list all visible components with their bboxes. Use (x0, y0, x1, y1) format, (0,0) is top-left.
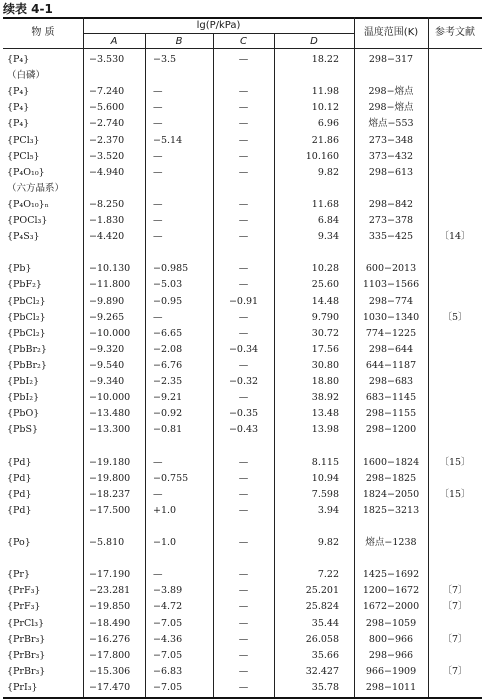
cell-c: — (238, 54, 249, 65)
cell-substance: （六方晶系） (7, 182, 65, 194)
cell-d: 7.598 (311, 488, 339, 500)
cell-substance: {PrBr₃} (7, 649, 46, 661)
cell-a: −11.800 (89, 279, 131, 291)
cell-d: 18.22 (311, 54, 339, 65)
cell-d: 9.34 (317, 231, 339, 243)
cell-temp-range: 1825−3213 (362, 504, 420, 516)
cell-a: −17.500 (89, 504, 131, 516)
cell-substance: {Po} (7, 537, 31, 548)
cell-a: −19.180 (89, 456, 131, 468)
cell-c: — (238, 392, 249, 404)
cell-a: −10.000 (89, 392, 131, 404)
cell-a: −2.370 (89, 134, 125, 146)
cell-temp-range: 644−1187 (365, 359, 417, 371)
cell-a: −5.810 (89, 537, 125, 548)
cell-d: 35.78 (311, 681, 339, 693)
cell-temp-range: 298−842 (368, 198, 414, 210)
cell-temp-range: 1425−1692 (362, 569, 420, 581)
table-caption: 续表 4-1 (3, 2, 53, 16)
cell-temp-range: 298−熔点 (368, 102, 414, 114)
cell-substance: {PbBr₂} (7, 343, 47, 355)
cell-c: — (238, 327, 249, 339)
cell-a: −17.190 (89, 569, 131, 581)
header-bottom-rule (3, 48, 482, 49)
cell-c: — (238, 633, 249, 645)
cell-b: +1.0 (153, 504, 177, 516)
cell-substance: {Pd} (7, 472, 32, 484)
cell-a: −10.000 (89, 327, 131, 339)
cell-b: −6.83 (153, 665, 183, 677)
cell-d: 13.48 (311, 408, 339, 420)
cell-temp-range: 774−1225 (365, 327, 417, 339)
cell-d: 7.22 (317, 569, 339, 581)
cell-d: 10.28 (311, 263, 339, 275)
cell-a: −15.306 (89, 665, 131, 677)
cell-b: −1.0 (153, 537, 177, 548)
cell-temp-range: 1030−1340 (362, 311, 420, 323)
cell-substance: {Pb} (7, 263, 32, 275)
cell-b: −6.65 (153, 327, 183, 339)
cell-b: −9.21 (153, 392, 183, 404)
cell-temp-range: 800−966 (368, 633, 414, 645)
cell-b: −4.72 (153, 601, 183, 613)
cell-b: −0.755 (153, 472, 189, 484)
header-temp-range: 温度范围(K) (363, 27, 419, 38)
cell-substance: （白磷） (7, 70, 46, 82)
cell-c: — (238, 681, 249, 693)
cell-temp-range: 298−1155 (365, 408, 417, 420)
cell-b: −3.89 (153, 585, 183, 597)
cell-d: 11.68 (311, 198, 339, 210)
cell-temp-range: 273−348 (368, 134, 414, 146)
cell-b: −3.5 (153, 54, 177, 65)
cell-b: −7.05 (153, 649, 183, 661)
cell-c: — (238, 504, 249, 516)
cell-a: −19.850 (89, 601, 131, 613)
cell-d: 9.790 (311, 311, 339, 323)
cell-c: — (238, 456, 249, 468)
cell-c: — (238, 263, 249, 275)
cell-temp-range: 966−1909 (365, 665, 417, 677)
cell-b: — (153, 166, 163, 178)
cell-substance: {PCl₃} (7, 134, 40, 146)
header-substance: 物 质 (31, 27, 55, 38)
cell-temp-range: 600−2013 (365, 263, 417, 275)
cell-reference: 〔15〕 (439, 488, 471, 500)
cell-d: 25.824 (305, 601, 339, 613)
cell-temp-range: 273−378 (368, 215, 414, 226)
cell-substance: {P₄} (7, 102, 30, 114)
cell-substance: {Pd} (7, 488, 32, 500)
cell-a: −4.940 (89, 166, 125, 178)
cell-a: −2.740 (89, 118, 125, 130)
cell-c: — (238, 166, 249, 178)
cell-substance: {PbO} (7, 408, 40, 420)
cell-a: −9.890 (89, 295, 125, 307)
cell-d: 9.82 (317, 537, 339, 548)
cell-temp-range: 熔点−1238 (365, 537, 417, 548)
cell-substance: {P₄} (7, 54, 30, 65)
cell-d: 6.84 (317, 215, 339, 226)
cell-b: — (153, 118, 163, 130)
cell-reference: 〔7〕 (442, 585, 468, 597)
cell-c: — (238, 665, 249, 677)
cell-a: −1.830 (89, 215, 125, 226)
cell-b: — (153, 198, 163, 210)
cell-c: — (238, 134, 249, 146)
cell-temp-range: 298−317 (368, 54, 414, 65)
cell-b: — (153, 150, 163, 162)
cell-b: −0.81 (153, 424, 183, 436)
cell-temp-range: 298−1059 (365, 617, 417, 629)
cell-b: — (153, 456, 163, 468)
cell-c: −0.35 (228, 408, 259, 420)
cell-b: — (153, 215, 163, 226)
cell-substance: {PbCl₂} (7, 311, 46, 323)
cell-a: −9.340 (89, 376, 125, 387)
cell-b: −0.92 (153, 408, 183, 420)
cell-b: — (153, 488, 163, 500)
cell-substance: {PbS} (7, 424, 39, 436)
cell-d: 10.160 (305, 150, 339, 162)
cell-a: −3.530 (89, 54, 125, 65)
cell-c: — (238, 537, 249, 548)
cell-d: 8.115 (311, 456, 339, 468)
cell-d: 25.60 (311, 279, 339, 291)
cell-substance: {PrBr₃} (7, 633, 46, 645)
cell-temp-range: 335−425 (368, 231, 414, 243)
cell-substance: {PrI₃} (7, 681, 38, 693)
cell-c: −0.91 (228, 295, 259, 307)
cell-c: −0.34 (228, 343, 259, 355)
cell-substance: {P₄} (7, 86, 30, 98)
cell-reference: 〔7〕 (442, 665, 468, 677)
cell-b: — (153, 231, 163, 243)
cell-d: 18.80 (311, 376, 339, 387)
cell-c: — (238, 649, 249, 661)
cell-reference: 〔15〕 (439, 456, 471, 468)
cell-c: — (238, 231, 249, 243)
cell-d: 26.058 (305, 633, 339, 645)
cell-d: 21.86 (311, 134, 339, 146)
cell-a: −18.490 (89, 617, 131, 629)
cell-b: — (153, 86, 163, 98)
cell-temp-range: 1600−1824 (362, 456, 420, 468)
cell-a: −3.520 (89, 150, 125, 162)
cell-a: −17.470 (89, 681, 131, 693)
header-col-a: A (110, 36, 118, 47)
cell-substance: {PbBr₂} (7, 359, 47, 371)
cell-substance: {PbI₂} (7, 376, 40, 387)
cell-c: — (238, 215, 249, 226)
cell-a: −9.540 (89, 359, 125, 371)
cell-substance: {PbF₂} (7, 279, 42, 291)
cell-b: −5.14 (153, 134, 183, 146)
cell-temp-range: 298−613 (368, 166, 414, 178)
cell-a: −9.320 (89, 343, 125, 355)
cell-a: −17.800 (89, 649, 131, 661)
cell-d: 10.12 (311, 102, 339, 114)
cell-b: −0.95 (153, 295, 183, 307)
cell-c: — (238, 150, 249, 162)
cell-substance: {Pd} (7, 504, 32, 516)
cell-a: −16.276 (89, 633, 131, 645)
cell-d: 25.201 (305, 585, 339, 597)
cell-b: −6.76 (153, 359, 183, 371)
cell-substance: {P₄O₁₀} (7, 166, 45, 178)
cell-c: — (238, 86, 249, 98)
table-bottom-rule (3, 697, 482, 699)
cell-d: 30.80 (311, 359, 339, 371)
cell-temp-range: 298−644 (368, 343, 414, 355)
cell-temp-range: 1672−2000 (362, 601, 420, 613)
cell-b: — (153, 569, 163, 581)
cell-substance: {PrBr₃} (7, 665, 46, 677)
cell-c: — (238, 311, 249, 323)
cell-temp-range: 1103−1566 (362, 279, 420, 291)
cell-a: −19.800 (89, 472, 131, 484)
cell-reference: 〔5〕 (442, 311, 468, 323)
cell-temp-range: 298−683 (368, 376, 414, 387)
cell-c: — (238, 198, 249, 210)
cell-a: −4.420 (89, 231, 125, 243)
cell-temp-range: 298−774 (368, 295, 414, 307)
cell-temp-range: 298−1011 (365, 681, 417, 693)
cell-substance: {PrCl₃} (7, 617, 45, 629)
cell-d: 38.92 (311, 392, 339, 404)
cell-b: −4.36 (153, 633, 183, 645)
cell-d: 30.72 (311, 327, 339, 339)
header-lgp-group: lg(P/kPa) (196, 20, 241, 31)
cell-c: −0.43 (228, 424, 259, 436)
cell-temp-range: 298−1200 (365, 424, 417, 436)
cell-a: −18.237 (89, 488, 131, 500)
cell-c: — (238, 617, 249, 629)
cell-substance: {P₄O₁₀}ₙ (7, 198, 49, 210)
table-top-rule (3, 17, 482, 19)
cell-substance: {PCl₅} (7, 150, 40, 162)
header-col-c: C (240, 36, 247, 47)
cell-b: −5.03 (153, 279, 183, 291)
cell-a: −13.300 (89, 424, 131, 436)
cell-d: 10.94 (311, 472, 339, 484)
cell-d: 17.56 (311, 343, 339, 355)
cell-d: 11.98 (311, 86, 339, 98)
cell-temp-range: 298−熔点 (368, 86, 414, 98)
cell-c: — (238, 359, 249, 371)
cell-c: — (238, 118, 249, 130)
cell-reference: 〔14〕 (439, 231, 471, 243)
cell-substance: {PbCl₂} (7, 295, 46, 307)
cell-a: −13.480 (89, 408, 131, 420)
cell-a: −23.281 (89, 585, 131, 597)
header-reference: 参考文献 (435, 27, 475, 38)
cell-temp-range: 683−1145 (365, 392, 417, 404)
cell-temp-range: 298−1825 (365, 472, 417, 484)
cell-d: 9.82 (317, 166, 339, 178)
cell-d: 3.94 (317, 504, 339, 516)
cell-d: 6.96 (317, 118, 339, 130)
cell-substance: {PbCl₂} (7, 327, 46, 339)
cell-b: −2.08 (153, 343, 183, 355)
cell-b: — (153, 311, 163, 323)
cell-reference: 〔7〕 (442, 601, 468, 613)
cell-a: −5.600 (89, 102, 125, 114)
cell-c: — (238, 102, 249, 114)
cell-substance: {P₄S₃} (7, 231, 40, 243)
cell-substance: {Pr} (7, 569, 31, 581)
cell-c: — (238, 279, 249, 291)
cell-c: — (238, 585, 249, 597)
cell-substance: {P₄} (7, 118, 30, 130)
cell-b: −7.05 (153, 681, 183, 693)
cell-reference: 〔7〕 (442, 633, 468, 645)
group-header-rule (83, 33, 354, 34)
cell-c: — (238, 472, 249, 484)
cell-c: −0.32 (228, 376, 259, 387)
col-rule-2 (145, 33, 146, 697)
cell-d: 35.66 (311, 649, 339, 661)
cell-b: −0.985 (153, 263, 189, 275)
cell-c: — (238, 569, 249, 581)
col-rule-1 (83, 17, 84, 697)
cell-temp-range: 298−966 (368, 649, 414, 661)
cell-d: 35.44 (311, 617, 339, 629)
cell-a: −10.130 (89, 263, 131, 275)
header-col-b: B (175, 36, 183, 47)
header-col-d: D (310, 36, 318, 47)
cell-temp-range: 1200−1672 (362, 585, 420, 597)
cell-d: 14.48 (311, 295, 339, 307)
cell-a: −9.265 (89, 311, 125, 323)
cell-c: — (238, 601, 249, 613)
cell-substance: {PrF₃} (7, 601, 41, 613)
cell-substance: {Pd} (7, 456, 32, 468)
cell-substance: {PbI₂} (7, 392, 40, 404)
cell-temp-range: 1824−2050 (362, 488, 420, 500)
cell-temp-range: 熔点−553 (368, 118, 414, 130)
cell-b: −2.35 (153, 376, 183, 387)
cell-d: 32.427 (305, 665, 339, 677)
cell-a: −7.240 (89, 86, 125, 98)
cell-c: — (238, 488, 249, 500)
cell-temp-range: 373−432 (368, 150, 414, 162)
cell-substance: {POCl₃} (7, 215, 48, 226)
cell-b: — (153, 102, 163, 114)
cell-substance: {PrF₃} (7, 585, 41, 597)
cell-a: −8.250 (89, 198, 125, 210)
cell-d: 13.98 (311, 424, 339, 436)
cell-b: −7.05 (153, 617, 183, 629)
